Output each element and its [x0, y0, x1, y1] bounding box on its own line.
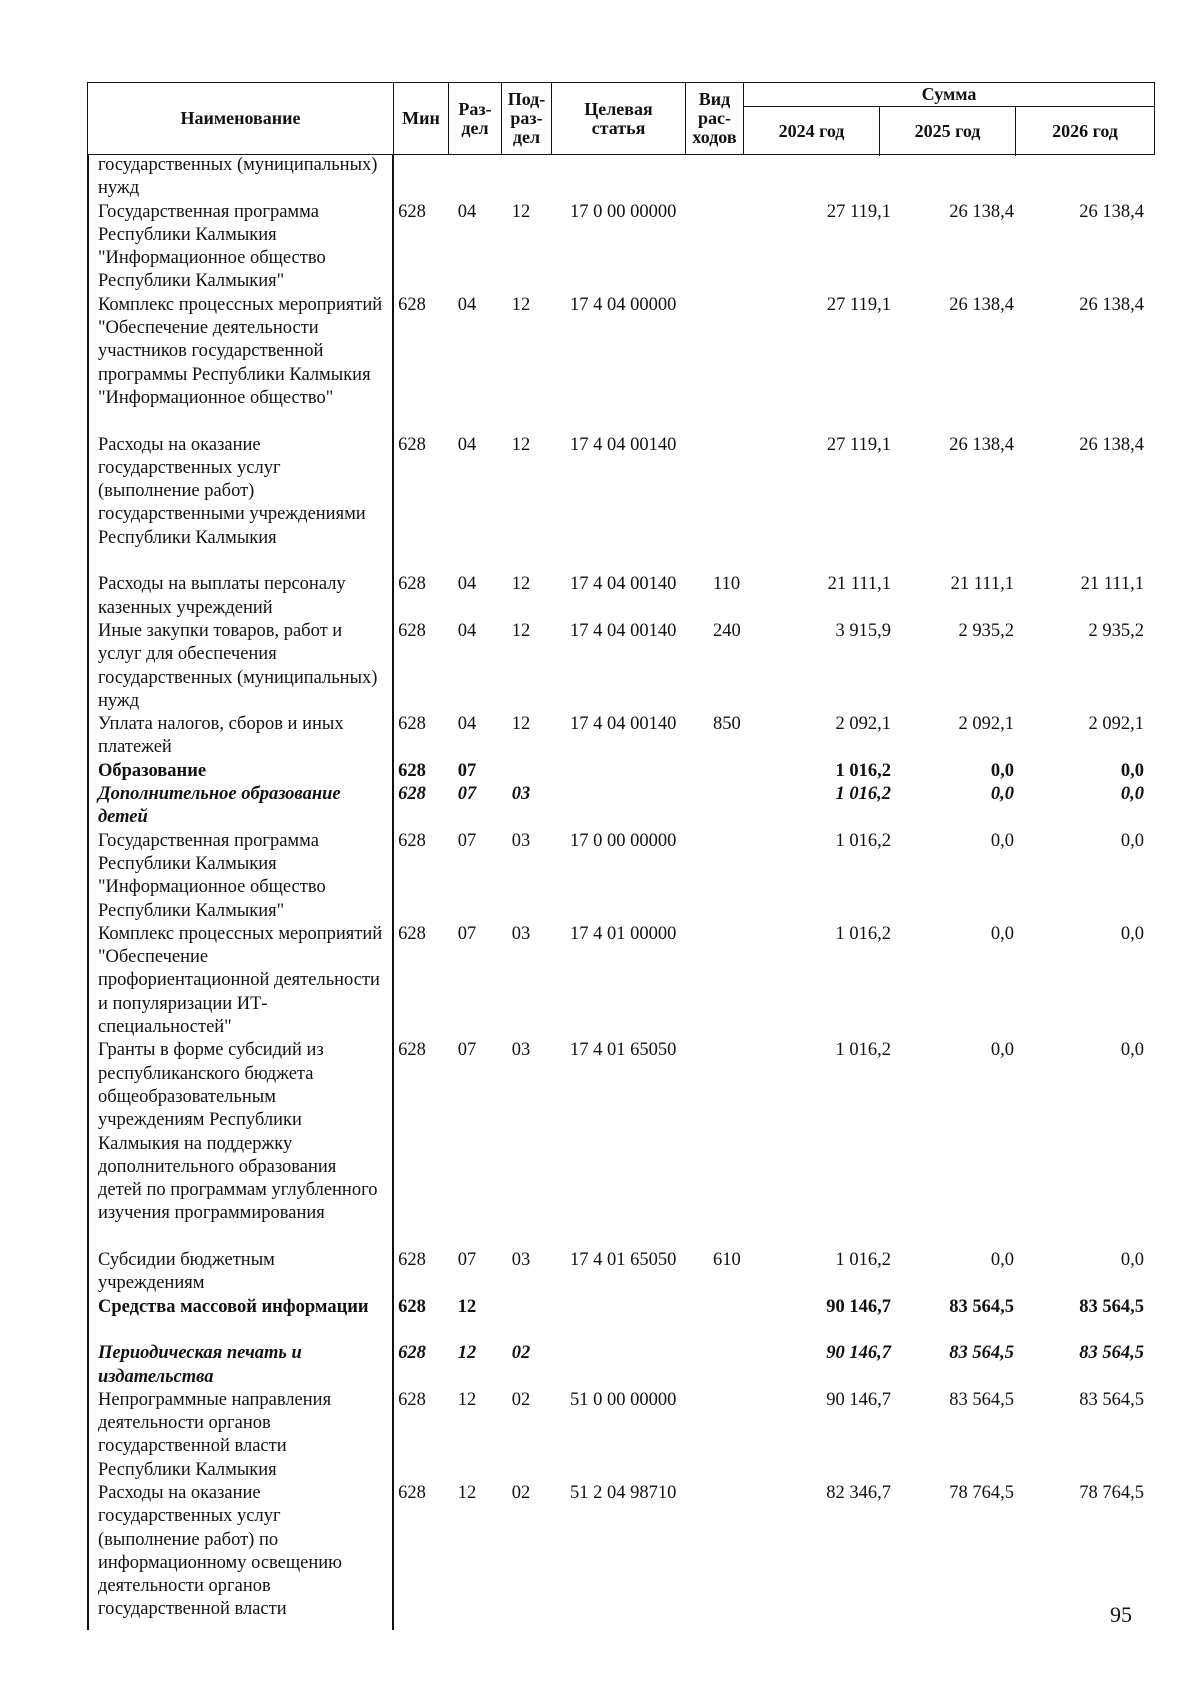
row-podrazdel: 12	[511, 714, 531, 735]
row-name: Дополнительное образование детей	[98, 784, 341, 828]
row-name: Расходы на выплаты персоналу казенных учреждений	[98, 574, 346, 618]
row-name: Государственная программа Республики Калмыкия "Информационное общество Республики Калмыкия"	[98, 830, 326, 921]
header-podrazdel: Под- раз- дел	[502, 83, 552, 154]
row-sum-2024: 1 016,2	[835, 1040, 891, 1061]
row-name: Государственная программа Республики Калмыкия "Информационное общество Республики Калмыкия"	[98, 201, 326, 292]
row-podrazdel: 03	[511, 830, 531, 851]
row-celevaya-statya: 17 0 00 00000	[570, 201, 677, 222]
row-min: 628	[398, 294, 426, 315]
row-sum-2025: 0,0	[990, 760, 1014, 781]
row-min: 628	[398, 620, 426, 641]
row-sum-2025: 0,0	[990, 830, 1014, 851]
row-razdel: 07	[457, 830, 477, 851]
row-razdel: 04	[457, 714, 477, 735]
row-sum-2026: 0,0	[1120, 1040, 1144, 1061]
row-podrazdel: 12	[511, 434, 531, 455]
table-row	[0, 201, 1200, 294]
row-name: Расходы на оказание государственных услуг (выполнение работ) по информационному освещению деятельности органов государственной власти	[98, 1482, 342, 1620]
row-razdel: 04	[457, 434, 477, 455]
row-sum-2025: 26 138,4	[949, 201, 1014, 222]
row-sum-2026: 83 564,5	[1079, 1343, 1144, 1364]
row-sum-2026: 2 092,1	[1088, 714, 1144, 735]
row-min: 628	[398, 574, 426, 595]
row-podrazdel: 12	[511, 294, 531, 315]
row-sum-2024: 21 111,1	[827, 574, 891, 595]
row-name: Средства массовой информации	[98, 1296, 369, 1317]
row-sum-2025: 0,0	[990, 923, 1014, 944]
row-celevaya-statya: 17 4 01 65050	[570, 1040, 677, 1061]
row-podrazdel: 03	[511, 923, 531, 944]
row-sum-2025: 26 138,4	[949, 294, 1014, 315]
row-sum-2026: 78 764,5	[1079, 1482, 1144, 1503]
table-row	[0, 1296, 1200, 1343]
row-min: 628	[398, 1296, 426, 1317]
row-name: Периодическая печать и издательства	[98, 1343, 302, 1387]
table-row	[0, 434, 1200, 574]
row-sum-2025: 0,0	[990, 784, 1014, 805]
row-celevaya-statya: 17 4 04 00140	[570, 574, 677, 595]
row-sum-2024: 27 119,1	[826, 201, 891, 222]
table-row	[0, 713, 1200, 760]
row-sum-2026: 0,0	[1120, 1250, 1144, 1271]
row-min: 628	[398, 1040, 426, 1061]
table-row	[0, 294, 1200, 434]
header-summa: Сумма	[744, 83, 1154, 107]
row-sum-2025: 2 092,1	[958, 714, 1014, 735]
row-sum-2024: 90 146,7	[826, 1389, 891, 1410]
header-name: Наименование	[88, 83, 394, 154]
row-celevaya-statya: 51 2 04 98710	[570, 1482, 677, 1503]
row-podrazdel: 12	[511, 620, 531, 641]
row-name: Уплата налогов, сборов и иных платежей	[98, 714, 344, 758]
row-sum-2026: 26 138,4	[1079, 434, 1144, 455]
row-name: Расходы на оказание государственных услуг (выполнение работ) государственными учреждениями Республики Калмыкия	[98, 434, 366, 548]
row-name: Комплекс процессных мероприятий "Обеспечение деятельности участников государственной программы Республики Калмыкия "Информационное общество"	[98, 294, 383, 408]
row-sum-2026: 0,0	[1120, 760, 1144, 781]
row-min: 628	[398, 1343, 426, 1364]
header-year-2025: 2025 год	[880, 107, 1016, 156]
row-vid-rashodov: 850	[713, 714, 741, 735]
row-sum-2025: 0,0	[990, 1040, 1014, 1061]
row-celevaya-statya: 17 4 01 65050	[570, 1250, 677, 1271]
table-row	[0, 1342, 1200, 1389]
row-podrazdel: 12	[511, 574, 531, 595]
row-sum-2026: 21 111,1	[1080, 574, 1144, 595]
row-vid-rashodov: 610	[713, 1250, 741, 1271]
row-razdel: 04	[457, 620, 477, 641]
table-row	[0, 923, 1200, 1040]
row-name: государственных (муниципальных) нужд	[98, 155, 378, 199]
row-razdel: 04	[457, 294, 477, 315]
header-razdel: Раз- дел	[449, 83, 502, 154]
row-sum-2024: 2 092,1	[835, 714, 891, 735]
row-min: 628	[398, 760, 426, 781]
header-vid-rashodov: Вид рас- ходов	[686, 83, 744, 154]
row-celevaya-statya: 17 4 04 00140	[570, 620, 677, 641]
row-sum-2025: 78 764,5	[949, 1482, 1014, 1503]
row-podrazdel: 03	[511, 784, 531, 805]
row-razdel: 07	[457, 1250, 477, 1271]
table-body	[0, 154, 1200, 1622]
page-number: 95	[1110, 1602, 1132, 1627]
header-min: Мин	[394, 83, 449, 154]
row-sum-2024: 3 915,9	[835, 620, 891, 641]
row-razdel: 12	[457, 1389, 477, 1410]
row-podrazdel: 02	[511, 1482, 531, 1503]
row-min: 628	[398, 784, 426, 805]
row-name: Гранты в форме субсидий из республиканского бюджета общеобразовательным учреждениям Республики Калмыкия на поддержку дополнительного образования детей по программам углубленного изучения программирования	[98, 1040, 378, 1224]
row-sum-2026: 26 138,4	[1079, 294, 1144, 315]
table-row	[0, 783, 1200, 830]
row-sum-2025: 0,0	[990, 1250, 1014, 1271]
row-name: Образование	[98, 760, 207, 781]
row-sum-2025: 26 138,4	[949, 434, 1014, 455]
row-sum-2026: 26 138,4	[1079, 201, 1144, 222]
row-sum-2024: 1 016,2	[835, 830, 891, 851]
row-sum-2025: 83 564,5	[949, 1343, 1014, 1364]
row-celevaya-statya: 17 4 04 00140	[570, 434, 677, 455]
row-vid-rashodov: 240	[713, 620, 741, 641]
row-razdel: 12	[457, 1482, 477, 1503]
row-min: 628	[398, 714, 426, 735]
row-sum-2026: 0,0	[1120, 830, 1144, 851]
row-razdel: 07	[457, 760, 477, 781]
row-name: Иные закупки товаров, работ и услуг для обеспечения государственных (муниципальных) нужд	[98, 620, 378, 711]
row-min: 628	[398, 1250, 426, 1271]
table-header	[87, 82, 1155, 155]
row-razdel: 12	[457, 1296, 477, 1317]
row-sum-2026: 2 935,2	[1088, 620, 1144, 641]
row-sum-2024: 82 346,7	[826, 1482, 891, 1503]
table-row	[0, 760, 1200, 783]
row-celevaya-statya: 17 0 00 00000	[570, 830, 677, 851]
row-min: 628	[398, 201, 426, 222]
row-min: 628	[398, 1482, 426, 1503]
row-sum-2024: 27 119,1	[826, 294, 891, 315]
row-razdel: 12	[457, 1343, 477, 1364]
row-sum-2025: 83 564,5	[949, 1389, 1014, 1410]
row-sum-2024: 1 016,2	[835, 760, 891, 781]
row-sum-2024: 27 119,1	[826, 434, 891, 455]
row-podrazdel: 03	[511, 1040, 531, 1061]
row-celevaya-statya: 17 4 04 00140	[570, 714, 677, 735]
row-sum-2024: 90 146,7	[826, 1296, 891, 1317]
row-name: Субсидии бюджетным учреждениям	[98, 1250, 275, 1294]
table-row	[0, 1039, 1200, 1249]
header-year-2024: 2024 год	[744, 107, 880, 156]
row-sum-2025: 83 564,5	[949, 1296, 1014, 1317]
row-sum-2024: 1 016,2	[835, 1250, 891, 1271]
header-celevaya-statya: Целевая статья	[552, 83, 686, 154]
row-razdel: 04	[457, 201, 477, 222]
row-razdel: 07	[457, 784, 477, 805]
table-row	[0, 154, 1200, 201]
row-sum-2024: 1 016,2	[835, 784, 891, 805]
row-celevaya-statya: 17 4 01 00000	[570, 923, 677, 944]
row-min: 628	[398, 434, 426, 455]
row-sum-2026: 0,0	[1120, 923, 1144, 944]
row-celevaya-statya: 17 4 04 00000	[570, 294, 677, 315]
row-podrazdel: 12	[511, 201, 531, 222]
row-razdel: 04	[457, 574, 477, 595]
table-row	[0, 620, 1200, 713]
row-podrazdel: 02	[511, 1343, 531, 1364]
table-row	[0, 1249, 1200, 1296]
header-year-2026: 2026 год	[1052, 121, 1118, 141]
row-razdel: 07	[457, 1040, 477, 1061]
row-sum-2026: 83 564,5	[1079, 1296, 1144, 1317]
row-celevaya-statya: 51 0 00 00000	[570, 1389, 677, 1410]
row-podrazdel: 03	[511, 1250, 531, 1271]
row-razdel: 07	[457, 923, 477, 944]
row-sum-2025: 21 111,1	[950, 574, 1014, 595]
table-row	[0, 1389, 1200, 1482]
row-min: 628	[398, 1389, 426, 1410]
row-min: 628	[398, 923, 426, 944]
row-name: Комплекс процессных мероприятий "Обеспечение профориентационной деятельности и популяризации ИТ-специальностей"	[98, 923, 383, 1038]
row-podrazdel: 02	[511, 1389, 531, 1410]
row-sum-2024: 1 016,2	[835, 923, 891, 944]
row-sum-2025: 2 935,2	[958, 620, 1014, 641]
row-sum-2026: 83 564,5	[1079, 1389, 1144, 1410]
row-vid-rashodov: 110	[713, 574, 741, 595]
row-sum-2024: 90 146,7	[826, 1343, 891, 1364]
row-name: Непрограммные направления деятельности органов государственной власти Республики Калмыкия	[98, 1389, 332, 1480]
table-row	[0, 830, 1200, 923]
table-row	[0, 573, 1200, 620]
row-min: 628	[398, 830, 426, 851]
row-sum-2026: 0,0	[1120, 784, 1144, 805]
table-row	[0, 1482, 1200, 1622]
